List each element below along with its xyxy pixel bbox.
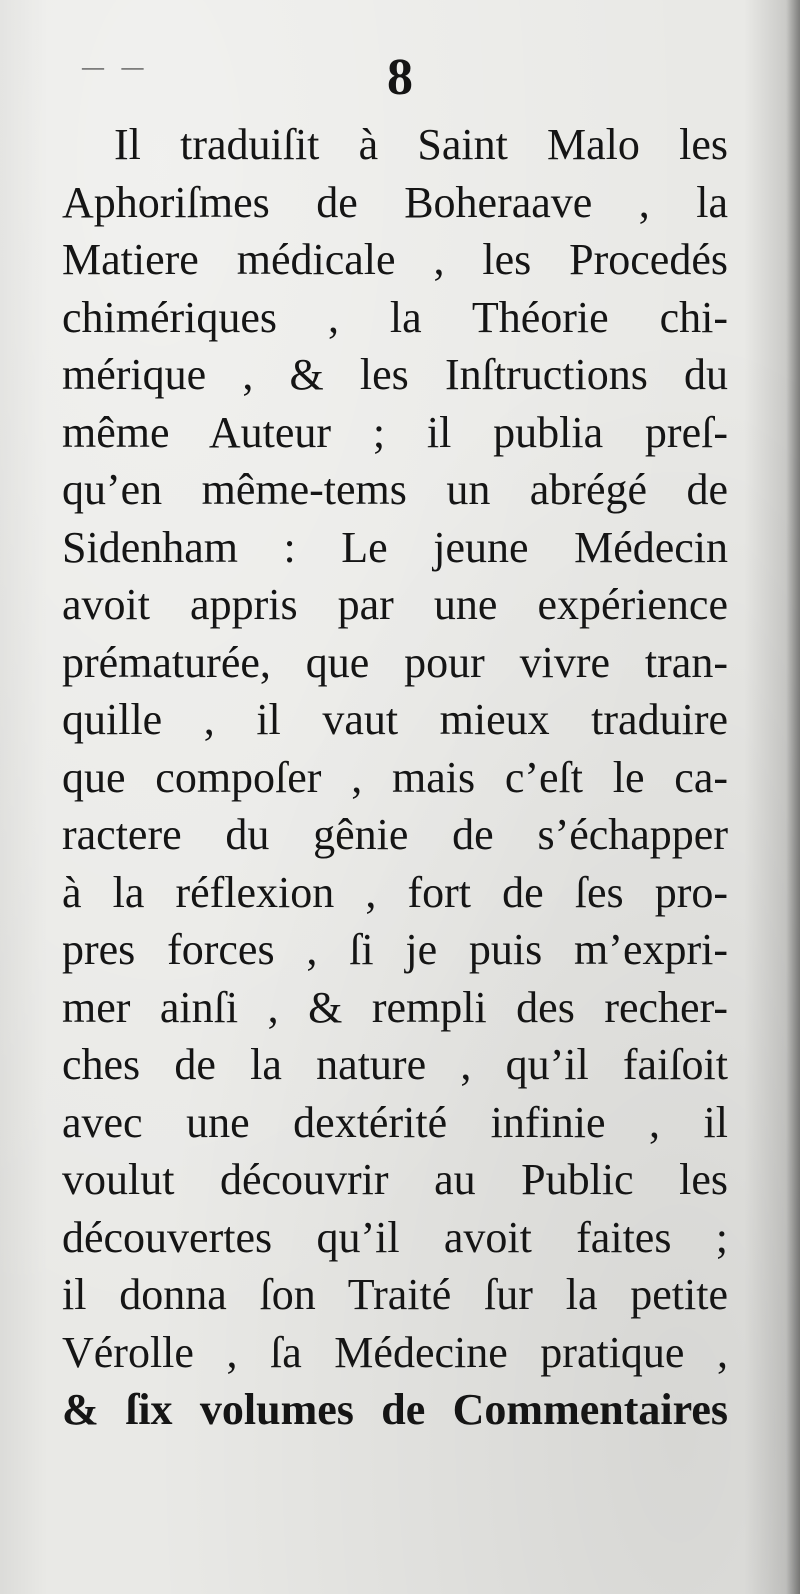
text-line: même Auteur ; il publia preſ- [62, 407, 728, 457]
catchword-line: & ſix volumes de Commentaires [62, 1385, 728, 1434]
text-line: Sidenham : Le jeune Médecin [62, 522, 728, 572]
text-line: chimériques , la Théorie chi- [62, 292, 728, 342]
text-line: prématurée, que pour vivre tran- [62, 637, 728, 687]
text-line: pres forces , ſi je puis m’expri- [62, 925, 728, 974]
text-line: mer ainſi , & rempli des recher- [62, 982, 728, 1032]
body-text [62, 116, 728, 1439]
text-line: mérique , & les Inſtructions du [62, 350, 728, 399]
text-line: à la réflexion , fort de ſes pro- [62, 867, 728, 917]
text-line: il donna ſon Traité ſur la petite [62, 1270, 728, 1319]
text-line: quille , il vaut mieux traduire [62, 695, 728, 744]
text-line: ractere du gênie de s’échapper [62, 810, 728, 859]
text-line: Aphoriſmes de Boheraave , la [62, 177, 728, 227]
text-line: voulut découvrir au Public les [62, 1155, 728, 1204]
text-line: Vérolle , ſa Médecine pratique , [62, 1327, 728, 1377]
text-line: que compoſer , mais c’eſt le ca- [62, 752, 728, 802]
text-line: avoit appris par une expérience [62, 580, 728, 629]
page-number: 8 [387, 49, 413, 106]
text-line: Matiere médicale , les Procedés [62, 235, 728, 284]
page-edge-shadow [786, 0, 800, 1594]
text-line: qu’en même-tems un abrégé de [62, 465, 728, 514]
text-line: ches de la nature , qu’il faiſoit [62, 1040, 728, 1089]
text-line: découvertes qu’il avoit faites ; [62, 1212, 728, 1262]
text-line: Il traduiſit à Saint Malo les [114, 120, 728, 169]
text-line: avec une dextérité infinie , il [62, 1097, 728, 1147]
header-dash: — — [82, 54, 150, 79]
